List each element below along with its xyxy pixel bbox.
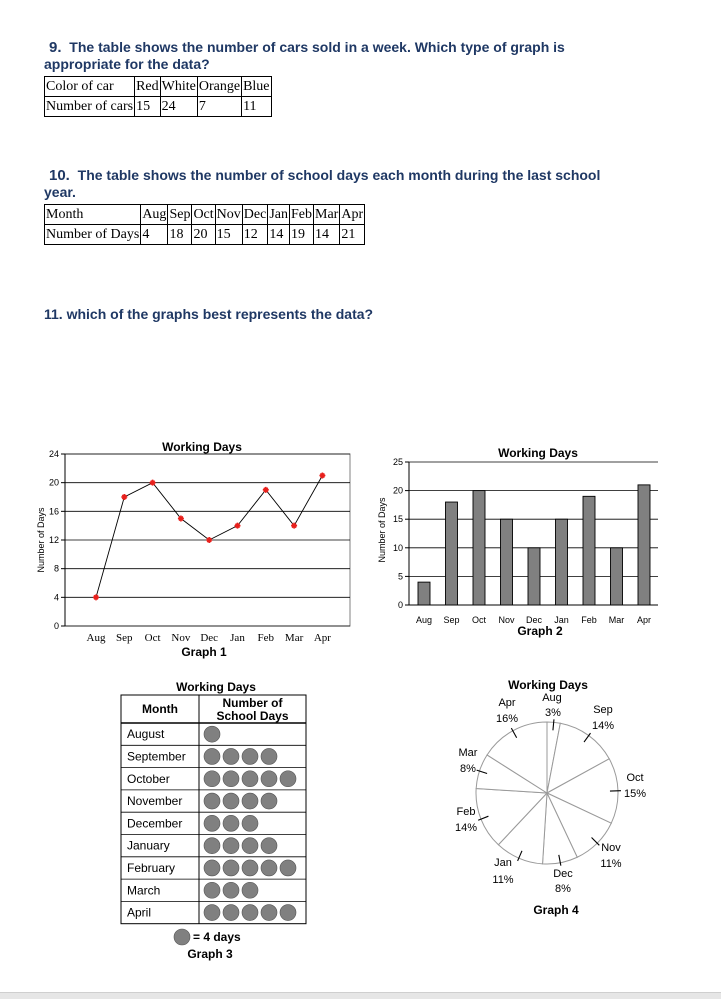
graph3-day-symbol	[223, 838, 239, 854]
graph4-title: Working Days	[508, 678, 588, 692]
school-days-row-label: Number of Days	[45, 225, 141, 245]
graph3-day-symbol	[204, 905, 220, 921]
graph2-y-tick-label: 5	[398, 571, 403, 581]
graph3-day-symbol	[242, 882, 258, 898]
graph4-slice-percent: 14%	[455, 822, 477, 834]
graph2-x-tick-label: Sep	[443, 615, 459, 625]
graph3-col-header-days: School Days	[216, 709, 288, 723]
question-9-line2: appropriate for the data?	[44, 56, 565, 73]
graph3-month-label: January	[127, 839, 170, 853]
graph1-x-tick-label: Dec	[200, 632, 218, 644]
graph3-key-symbol	[174, 929, 190, 945]
graph2-x-tick-label: Dec	[526, 615, 543, 625]
graph3-day-symbol	[204, 815, 220, 831]
graph3-day-symbol	[204, 882, 220, 898]
graph2-y-tick-label: 15	[393, 514, 403, 524]
graph3-day-symbol	[223, 793, 239, 809]
cars-table-value-cell: 15	[135, 97, 161, 117]
graph2-bar	[501, 519, 513, 605]
school-days-value-cell: 21	[340, 225, 365, 245]
graph4-slice-percent: 8%	[460, 763, 476, 775]
graph3-day-symbol	[280, 905, 296, 921]
cars-table-header-cell: Blue	[242, 77, 271, 97]
school-days-value-cell: 4	[141, 225, 168, 245]
graph1-y-tick-label: 12	[49, 535, 59, 545]
graph2-y-tick-label: 0	[398, 600, 403, 610]
graph2-bar	[556, 519, 568, 605]
graph3-day-symbol	[242, 771, 258, 787]
graph3-day-symbol	[242, 815, 258, 831]
graph3-month-label: March	[127, 883, 160, 897]
graph3-caption: Graph 3	[187, 947, 233, 961]
graph4-slice-label: Feb	[457, 806, 476, 818]
school-days-value-cell: 14	[314, 225, 340, 245]
graph2-bar	[446, 502, 458, 605]
graph1-caption: Graph 1	[181, 645, 227, 659]
school-days-header-cell: Apr	[340, 205, 365, 225]
graph2-x-tick-label: Jan	[554, 615, 569, 625]
graph3-day-symbol	[280, 860, 296, 876]
graph2-bar	[638, 485, 650, 605]
graph1-y-tick-label: 20	[49, 478, 59, 488]
graph3-title: Working Days	[176, 680, 256, 694]
school-days-header-cell: Dec	[242, 205, 268, 225]
graph4-slice-label: Dec	[553, 868, 573, 880]
graph3-day-symbol	[242, 748, 258, 764]
school-days-value-cell: 15	[215, 225, 242, 245]
graph4-slice-label: Apr	[498, 697, 515, 709]
school-days-header-cell: Feb	[290, 205, 314, 225]
graph4-slice-percent: 8%	[555, 883, 571, 895]
graph2-bar	[611, 548, 623, 605]
graph2-x-tick-label: Feb	[581, 615, 597, 625]
graph4-slice-percent: 16%	[496, 713, 518, 725]
graph4-slice-label: Sep	[593, 704, 613, 716]
school-days-value-cell: 19	[290, 225, 314, 245]
graph1-x-tick-label: Oct	[145, 632, 161, 644]
graph2-y-tick-label: 10	[393, 543, 403, 553]
school-days-value-cell: 18	[168, 225, 192, 245]
graph3-day-symbol	[261, 838, 277, 854]
cars-table-value-cell: 11	[242, 97, 271, 117]
graph2-y-tick-label: 25	[393, 457, 403, 467]
school-days-header-cell: Mar	[314, 205, 340, 225]
graph2-y-axis-label: Number of Days	[377, 497, 387, 563]
question-9-line1: The table shows the number of cars sold in a week. Which type of graph is	[69, 39, 565, 55]
question-9-number: 9.	[49, 39, 62, 56]
cars-table-value-cell: 7	[197, 97, 241, 117]
question-11: 11. which of the graphs best represents the data?	[44, 306, 373, 323]
school-days-value-cell: 12	[242, 225, 268, 245]
graph4-slice-percent: 3%	[545, 707, 561, 719]
graph3-month-label: November	[127, 794, 182, 808]
graph3-day-symbol	[261, 860, 277, 876]
school-days-value-cell: 14	[268, 225, 290, 245]
graph3-day-symbol	[242, 905, 258, 921]
graph3-month-label: October	[127, 772, 170, 786]
graph1-y-tick-label: 0	[54, 621, 59, 631]
graph2-x-tick-label: Oct	[472, 615, 487, 625]
graph4-slice-percent: 11%	[492, 874, 513, 886]
graph3-day-symbol	[223, 748, 239, 764]
graph3-month-label: December	[127, 816, 182, 830]
graph1-x-tick-label: Mar	[285, 632, 304, 644]
graph2-caption: Graph 2	[517, 624, 563, 638]
graph1-y-tick-label: 8	[54, 564, 59, 574]
school-days-header-cell: Aug	[141, 205, 168, 225]
graph3-day-symbol	[223, 860, 239, 876]
graph3-day-symbol	[223, 771, 239, 787]
graph1-y-axis-label: Number of Days	[36, 507, 46, 573]
graph1-y-tick-label: 24	[49, 449, 59, 459]
graph2-x-tick-label: Apr	[637, 615, 651, 625]
question-10-number: 10.	[49, 167, 70, 184]
graph3-day-symbol	[242, 838, 258, 854]
graph1-x-tick-label: Apr	[314, 632, 331, 644]
graph4-slice-label: Mar	[459, 747, 478, 759]
graph4-slice-percent: 14%	[592, 720, 614, 732]
graph3-day-symbol	[204, 771, 220, 787]
question-10-line2: year.	[44, 184, 600, 201]
school-days-value-cell: 20	[192, 225, 215, 245]
graph3-month-label: August	[127, 727, 165, 741]
graph3-day-symbol	[204, 748, 220, 764]
graph1-x-tick-label: Jan	[230, 632, 245, 644]
graph3-day-symbol	[204, 860, 220, 876]
graph2-bar	[473, 491, 485, 605]
cars-table-header-label: Color of car	[45, 77, 135, 97]
graph4-slice-percent: 11%	[600, 858, 621, 870]
graph3-day-symbol	[261, 748, 277, 764]
school-days-header-label: Month	[45, 205, 141, 225]
graph3-month-label: February	[127, 861, 175, 875]
graph2-bar	[583, 496, 595, 605]
graph1-y-tick-label: 4	[54, 592, 59, 602]
graph3-day-symbol	[204, 726, 220, 742]
graph4-caption: Graph 4	[533, 903, 579, 917]
graph4-slice-label: Nov	[601, 842, 621, 854]
graph3-col-header-month: Month	[142, 702, 178, 716]
graph2-y-tick-label: 20	[393, 486, 403, 496]
graph1-x-tick-label: Sep	[116, 632, 133, 644]
graph1-x-tick-label: Aug	[87, 632, 106, 644]
school-days-header-cell: Nov	[215, 205, 242, 225]
graph3-month-label: April	[127, 906, 151, 920]
graph1-x-tick-label: Nov	[171, 632, 190, 644]
graph3-day-symbol	[261, 793, 277, 809]
graph3-key-text: = 4 days	[193, 930, 241, 944]
graph3-day-symbol	[280, 771, 296, 787]
graph3-day-symbol	[261, 771, 277, 787]
graph3-day-symbol	[204, 793, 220, 809]
graph3-col-header-days: Number of	[223, 696, 284, 710]
graph1-x-tick-label: Feb	[258, 632, 275, 644]
cars-table-header-cell: White	[160, 77, 197, 97]
cars-table-value-cell: 24	[160, 97, 197, 117]
school-days-header-cell: Jan	[268, 205, 290, 225]
school-days-header-cell: Sep	[168, 205, 192, 225]
graph4-slice-label: Aug	[542, 692, 562, 704]
graph2-bar	[528, 548, 540, 605]
graph1-y-tick-label: 16	[49, 506, 59, 516]
cars-table-header-cell: Red	[135, 77, 161, 97]
cars-table-header-cell: Orange	[197, 77, 241, 97]
graph3-day-symbol	[242, 793, 258, 809]
school-days-header-cell: Oct	[192, 205, 215, 225]
graph1-title: Working Days	[162, 440, 242, 454]
graph4-slice-percent: 15%	[624, 788, 646, 800]
graph4-slice-label: Oct	[626, 772, 643, 784]
graph3-month-label: September	[127, 749, 186, 763]
graph2-title: Working Days	[498, 446, 578, 460]
graph3-day-symbol	[223, 882, 239, 898]
graph2-bar	[418, 582, 430, 605]
graph3-day-symbol	[204, 838, 220, 854]
graph2-x-tick-label: Nov	[498, 615, 515, 625]
question-10-line1: The table shows the number of school days each month during the last school	[78, 167, 601, 183]
graph2-x-tick-label: Mar	[609, 615, 625, 625]
graph3-day-symbol	[261, 905, 277, 921]
graph3-day-symbol	[223, 815, 239, 831]
graph4-slice-label: Jan	[494, 857, 512, 869]
graph2-x-tick-label: Aug	[416, 615, 432, 625]
cars-table-row-label: Number of cars	[45, 97, 135, 117]
graph3-day-symbol	[223, 905, 239, 921]
graph3-day-symbol	[242, 860, 258, 876]
